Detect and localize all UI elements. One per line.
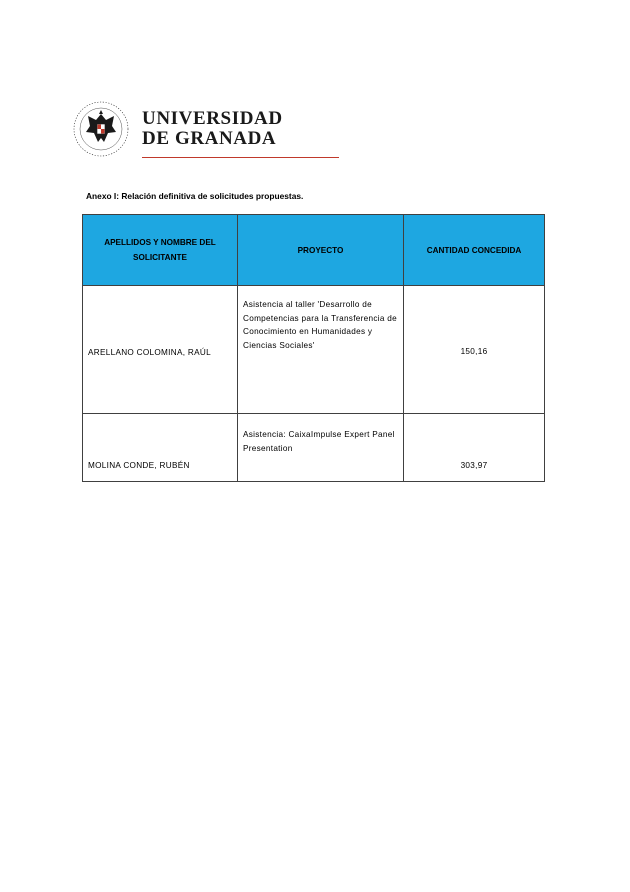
applicant-name: MOLINA CONDE, RUBÉN [83, 414, 238, 482]
table-row [83, 414, 545, 482]
table-row [83, 286, 545, 414]
university-logo [72, 100, 283, 162]
logo-divider [142, 157, 339, 158]
university-name [142, 109, 283, 149]
applicant-name: ARELLANO COLOMINA, RAÚL [83, 286, 238, 414]
annex-title: Anexo I: Relación definitiva de solicitudes propuestas. [86, 191, 304, 201]
project-description: Asistencia: CaixaImpulse Expert Panel Presentation [238, 414, 404, 482]
table-header-row [83, 215, 545, 286]
university-seal-icon [72, 100, 130, 158]
column-header-applicant: APELLIDOS Y NOMBRE DEL SOLICITANTE [83, 215, 238, 286]
column-header-project: PROYECTO [238, 215, 404, 286]
granted-amount: 303,97 [404, 414, 545, 482]
project-description: Asistencia al taller 'Desarrollo de Competencias para la Transferencia de Conocimiento en Humanidades y Ciencias Sociales' [238, 286, 404, 414]
applications-table [82, 214, 545, 482]
column-header-amount: CANTIDAD CONCEDIDA [404, 215, 545, 286]
university-name-line2: DE GRANADA [142, 128, 277, 149]
university-name-line1: UNIVERSIDAD [142, 108, 283, 129]
granted-amount: 150,16 [404, 286, 545, 414]
